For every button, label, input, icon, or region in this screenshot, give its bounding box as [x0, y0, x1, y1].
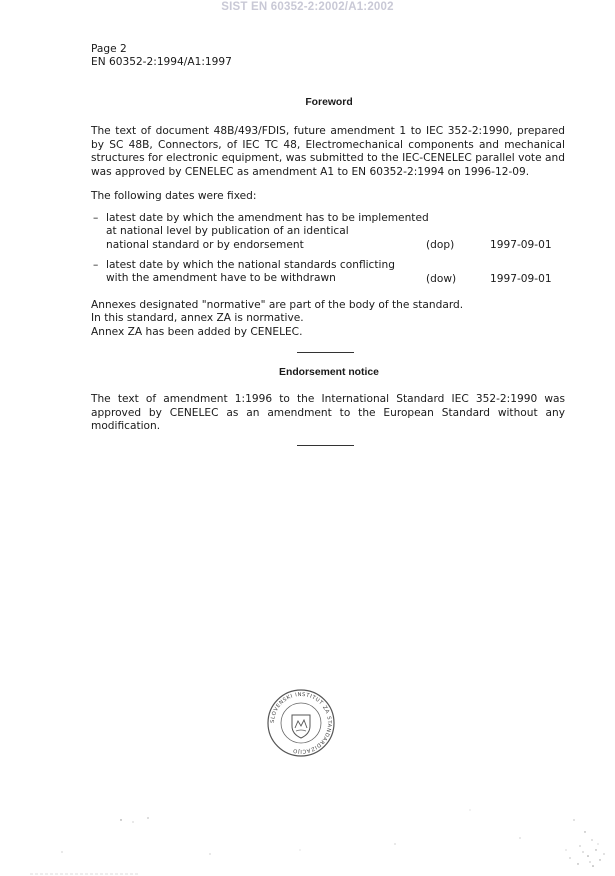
endorsement-paragraph: The text of amendment 1:1996 to the International Standard IEC 352-2:1990 was approved by CENELEC as an amendment to the European Standard without any modification. — [91, 393, 565, 433]
document-watermark: SIST EN 60352-2:2002/A1:2002 — [221, 1, 394, 13]
scan-noise-specks — [0, 780, 615, 876]
seal-ring-text: SLOVENSKI INSTITUT ZA STANDARDIZACIJO — [269, 691, 333, 755]
list-dash: – — [93, 259, 99, 271]
foreword-title: Foreword — [305, 97, 353, 108]
date-item-line: national standard or by endorsement — [106, 238, 304, 251]
document-reference: EN 60352-2:1994/A1:1997 — [91, 56, 232, 68]
foreword-paragraph: The text of document 48B/493/FDIS, future amendment 1 to IEC 352-2:1990, prepared by SC 48B, Connectors, of IEC TC 48, Electromechanical components and mechanical structures for electronic equipment, was submitted to the IEC-CENELEC parallel vote and was approved by CENELEC as amendment A1 to EN 60352-2:1994 on 1996-12-09. — [91, 125, 565, 178]
date-code-dow: (dow) — [426, 273, 457, 285]
date-item-line: latest date by which the national standards conflicting — [106, 259, 395, 271]
date-item-line: latest date by which the amendment has to be implemented — [106, 212, 429, 224]
endorsement-title: Endorsement notice — [279, 367, 379, 378]
date-value-dow: 1997-09-01 — [490, 273, 552, 285]
end-divider — [297, 445, 354, 446]
seal-wave-emblem — [296, 730, 306, 731]
official-seal-stamp — [266, 688, 336, 758]
annex-line: In this standard, annex ZA is normative. — [91, 312, 304, 325]
annex-line: Annexes designated "normative" are part of the body of the standard. — [91, 299, 464, 311]
date-item-text — [106, 259, 395, 286]
seal-inner-ring — [281, 703, 321, 743]
page-number: Page 2 — [91, 43, 127, 55]
page-header — [91, 43, 232, 69]
dates-intro: The following dates were fixed: — [91, 190, 257, 202]
date-value-dop: 1997-09-01 — [490, 239, 552, 251]
date-item-text — [106, 212, 429, 252]
seal-outer-ring — [268, 690, 334, 756]
date-code-dop: (dop) — [426, 239, 455, 251]
date-item-line: with the amendment have to be withdrawn — [106, 272, 336, 285]
annex-notes — [91, 299, 565, 339]
annex-line: Annex ZA has been added by CENELEC. — [91, 325, 303, 338]
section-divider — [297, 352, 354, 353]
seal-mountain-emblem — [295, 720, 307, 728]
list-dash: – — [93, 212, 99, 224]
date-item-line: at national level by publication of an identical — [106, 225, 349, 238]
